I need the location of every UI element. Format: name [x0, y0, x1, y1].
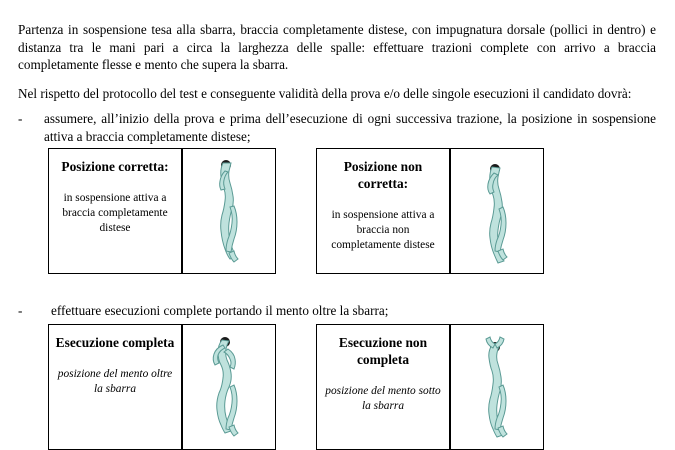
bullet-marker-one: - — [18, 111, 23, 126]
figure-title: Posizione corretta: — [61, 159, 169, 174]
figure-posizione-corretta — [48, 148, 276, 274]
bullet-item-two: effettuare esecuzioni complete portando il mento oltre la sbarra; — [51, 303, 389, 318]
figure-title: Posizione non corretta: — [343, 159, 423, 191]
protocol-paragraph: Nel rispetto del protocollo del test e conseguente validità della prova e/o delle singole esecuzioni il candidato dovrà: — [18, 86, 632, 102]
figure-illustration-hanging-straight-arms — [182, 148, 276, 274]
figure-illustration-chin-over-bar — [182, 324, 276, 450]
figure-posizione-non-corretta — [316, 148, 544, 274]
figure-esecuzione-completa — [48, 324, 276, 450]
figure-illustration-chin-under-bar — [450, 324, 544, 450]
figure-title: Esecuzione non completa — [338, 335, 428, 367]
figure-title: Esecuzione completa — [55, 335, 175, 350]
figure-caption-box — [316, 324, 450, 450]
figure-esecuzione-non-completa — [316, 324, 544, 450]
figure-caption-box — [316, 148, 450, 274]
figure-illustration-hanging-bent-arms — [450, 148, 544, 274]
figure-subtitle: in sospensione attiva a braccia completamente distese — [62, 192, 168, 234]
bullet-item-one: assumere, all’inizio della prova e prima dell’esecuzione di ogni successiva trazione, la posizione in sospensione attiva a braccia completamente distese; — [44, 111, 656, 144]
figure-caption-box — [48, 148, 182, 274]
bullet-marker-two: - — [18, 303, 23, 318]
intro-paragraph: Partenza in sospensione tesa alla sbarra, braccia completamente distese, con impugnatura dorsale (pollici in dentro) e distanza tra le mani pari a circa la larghezza delle spalle: effettuare trazioni complete con arrivo a braccia completamente flesse e mento che supera la sbarra. — [18, 22, 656, 73]
figure-subtitle: posizione del mento oltre la sbarra — [57, 368, 173, 395]
figure-subtitle: posizione del mento sotto la sbarra — [325, 385, 441, 412]
figure-subtitle: in sospensione attiva a braccia non completamente distese — [331, 209, 435, 251]
figure-caption-box — [48, 324, 182, 450]
